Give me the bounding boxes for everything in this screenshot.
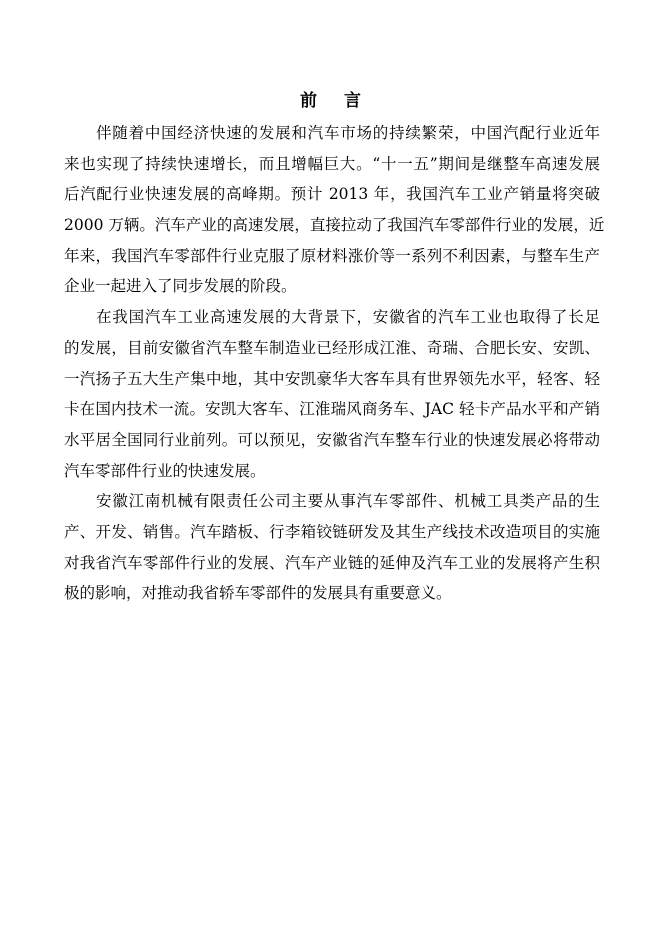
- paragraph-line: 在我国汽车工业高速发展的大背景下，安徽省的汽车工业也取得了长足: [96, 308, 600, 327]
- paragraph-line: 产、开发、销售。汽车踏板、行李箱铰链研发及其生产线技术改造项目的实施: [64, 522, 600, 541]
- title-char-2: 言: [344, 91, 362, 111]
- paragraph-line: 年来，我国汽车零部件行业克服了原材料涨价等一系列不利因素，与整车生产: [64, 246, 600, 265]
- paragraph-2: [64, 302, 600, 486]
- paragraph-line: 极的影响，对推动我省轿车零部件的发展具有重要意义。: [64, 584, 452, 603]
- paragraph-line: 伴随着中国经济快速的发展和汽车市场的持续繁荣，中国汽配行业近年: [96, 124, 600, 142]
- paragraph-line: 安徽江南机械有限责任公司主要从事汽车零部件、机械工具类产品的生: [96, 492, 600, 511]
- paragraph-line: 卡在国内技术一流。安凯大客车、江淮瑞风商务车、JAC 轻卡产品水平和产销: [64, 400, 600, 419]
- paragraph-line: 的发展，目前安徽省汽车整车制造业已经形成江淮、奇瑞、合肥长安、安凯、: [64, 338, 600, 357]
- paragraph-line: 一汽扬子五大生产集中地，其中安凯豪华大客车具有世界领先水平，轻客、轻: [64, 369, 600, 388]
- paragraph-3: [64, 486, 600, 609]
- paragraph-line: 水平居全国同行业前列。可以预见，安徽省汽车整车行业的快速发展必将带动: [64, 430, 600, 449]
- paragraph-1: [64, 118, 605, 302]
- paragraph-line: 来也实现了持续快速增长，而且增幅巨大。“十一五”期间是继整车高速发展: [64, 154, 600, 173]
- paragraph-line: 2000 万辆。汽车产业的高速发展，直接拉动了我国汽车零部件行业的发展，近: [64, 216, 605, 235]
- paragraph-line: 对我省汽车零部件行业的发展、汽车产业链的延伸及汽车工业的发展将产生积: [64, 553, 600, 572]
- preface-body: [64, 118, 605, 609]
- title-char-1: 前: [300, 91, 318, 111]
- page-title: [0, 86, 662, 111]
- paragraph-line: 企业一起进入了同步发展的阶段。: [64, 277, 297, 296]
- paragraph-line: 汽车零部件行业的快速发展。: [64, 461, 266, 480]
- paragraph-line: 后汽配行业快速发展的高峰期。预计 2013 年，我国汽车工业产销量将突破: [64, 185, 600, 204]
